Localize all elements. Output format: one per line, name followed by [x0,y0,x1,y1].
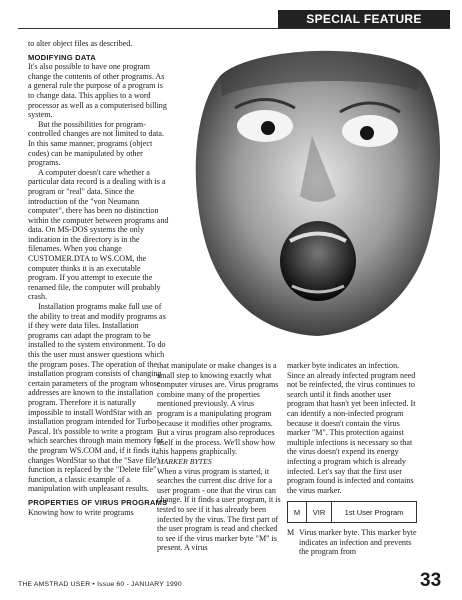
paragraph: Knowing how to write programs [28,507,134,517]
paragraph: Installation programs make full use of the ability to treat and modify programs as if they were data files. Installation programs can adapt the program to be installed to the system environment. To do this the user must answer questions which the program poses. The operation of the installation program consists of changing certain parameters of the program whose addresses are known to the installation program. Therefore it is naturally impossible to install WordStar with an installation program intended for Turbo Pascal. It's possible to write a program which searches through main memory for the program WS.COM and, if it finds it, changes WordStar so that the "Save file" function is replaced by the "Delete file" function, a classic example of a manipulation with unpleasant results. [28,302,166,494]
column-3 [287,361,417,495]
paragraph: But the possibilities for program-controlled changes are not limited to data. In this same manner, programs (object codes) can be manipulated by other programs. [28,119,164,168]
diagram-legend [287,528,417,557]
heading-modifying-data: MODIFYING DATA [28,52,96,62]
column-1 [28,39,170,517]
page-number: 33 [420,570,442,591]
paragraph: marker byte indicates an infection. Since an already infected program need not be reinfected, the virus continues to search until it finds another user program that hasn't yet been infected. It can identify a non-infected program because it doesn't contain the virus marker "M". This protection against multiple infections is necessary so that the virus doesn't expend its energy infecting a program which is already infected. Let's say that the first user program found is infected and contains the virus marker. [287,361,416,495]
diagram-cell-virus: VIR [307,502,332,522]
paragraph: to alter object files as described. [28,39,133,48]
program-structure-diagram [287,501,417,523]
paragraph: that manipulate or make changes is a small step to knowing exactly what computer viruses are. Virus programs combine many of the properties mentioned previously. A virus program is a manipulating program because it modifies other programs. But a virus program also reproduces itself in the process. We'll show how this happens graphically. [157,361,279,457]
footer-text: THE AMSTRAD USER • Issue 60 - JANUARY 1990 [18,581,182,588]
header-rule [18,28,450,29]
heading-properties-of-virus-programs: PROPERTIES OF VIRUS PROGRAMS [28,497,168,507]
legend-text: Virus marker byte. This marker byte indicates an infection and prevents the program from [299,528,417,557]
screaming-face-illustration [180,36,450,346]
paragraph: When a virus program is started, it searches the current disc drive for a user program - one that the virus can change. If it finds a user program, it is tested to see if it has already been infected by the virus. The first part of the user program is read and checked to see if the virus marker byte "M" is present. A virus [157,466,281,553]
paragraph: A computer doesn't care whether a particular data record is a dealing with is a program or "real" data. Since the introduction of the "von Neumann computer", there has been no distinction within the computer between programs and data. On MS-DOS systems the only indication in the directory is in the filenames. When you change CUSTOMER.DTA to WS.COM, the computer thinks it is an executable program. If you attempt to execute the renamed file, the computer will probably crash. [28,167,169,302]
column-2 [157,361,282,553]
diagram-cell-marker: M [288,502,307,522]
legend-key: M [287,528,295,537]
paragraph: It's also possible to have one program change the contents of other programs. As a general rule the purpose of a program is to change data. This applies to a word processor as well as a computerised billing system. [28,62,167,120]
heading-marker-bytes: MARKER BYTES [157,456,212,466]
section-banner: SPECIAL FEATURE [278,10,450,28]
diagram-cell-user-program: 1st User Program [344,507,404,517]
